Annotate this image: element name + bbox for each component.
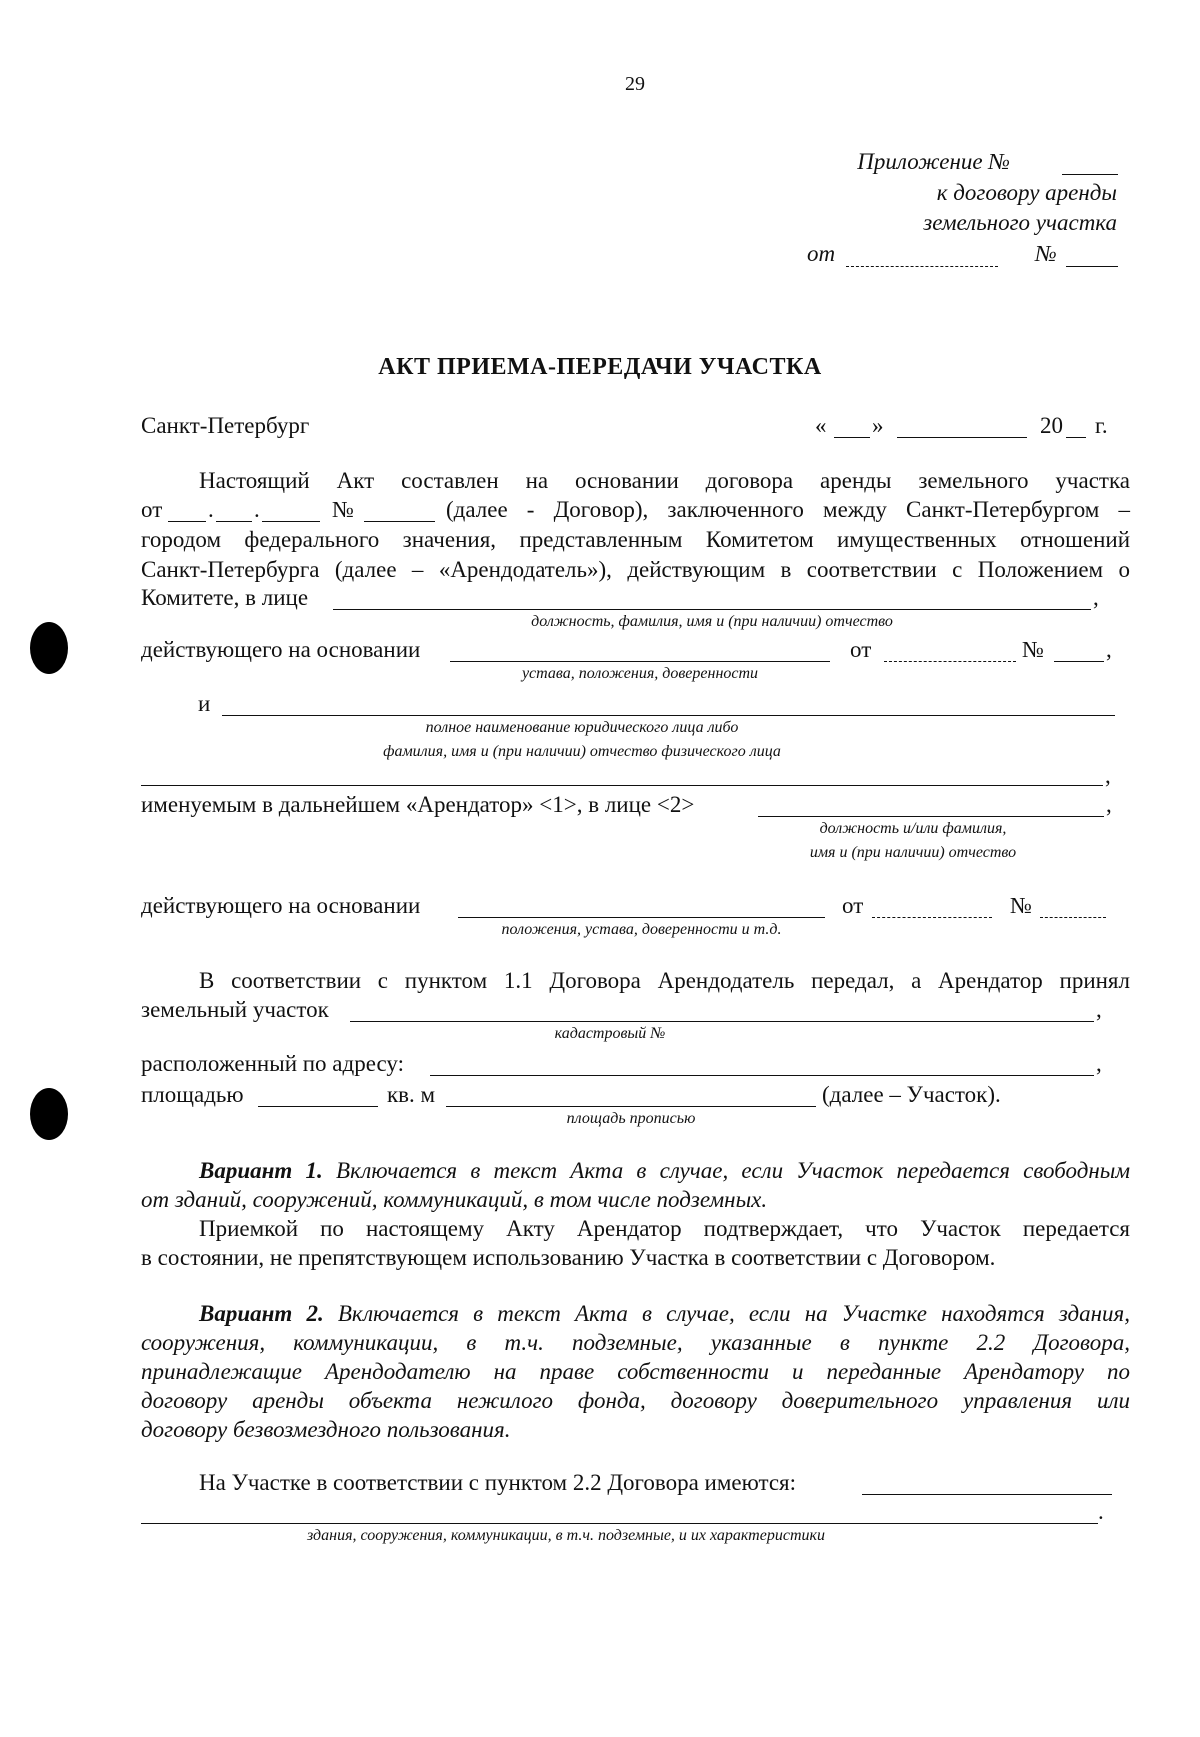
contract-day-blank	[168, 521, 206, 522]
appendix-line-1: Приложение №	[857, 149, 1010, 174]
punch-hole-bottom	[30, 1088, 68, 1140]
variant2-label: Вариант 2.	[199, 1301, 324, 1326]
variant1-line2: от зданий, сооружений, коммуникаций, в том числе подземных.	[141, 1187, 768, 1212]
cadastral-number-blank	[350, 1021, 1094, 1022]
page-number: 29	[625, 73, 645, 95]
variant1-para2: в состоянии, не препятствующем использованию Участка в соответствии с Договором.	[141, 1245, 996, 1270]
variant2-line2: сооружения, коммуникации, в т.ч. подземные, указанные в пункте 2.2 Договора,	[141, 1330, 1130, 1355]
punch-hole-top	[30, 622, 68, 674]
area-number-blank	[258, 1106, 378, 1107]
year-suffix: г.	[1095, 413, 1108, 438]
address-blank	[430, 1075, 1094, 1076]
basis-date-blank-1	[884, 661, 1016, 662]
caption-regulation: положения, устава, доверенности и т.д.	[501, 921, 782, 938]
para1-dot1: .	[208, 497, 214, 522]
comma-4: ,	[1096, 997, 1102, 1022]
variant2-line1: Вариант 2. Включается в текст Акта в случае, если на Участке находятся здания,	[199, 1301, 1130, 1326]
para2-line2: земельный участок	[141, 997, 329, 1022]
appendix-number-blank	[1062, 174, 1118, 175]
para1-line2-rest: (далее - Договор), заключенного между Санкт-Петербургом –	[446, 497, 1130, 522]
number-label-2: №	[1010, 893, 1032, 918]
para1-dot2: .	[254, 497, 260, 522]
caption-charter: устава, положения, доверенности	[521, 665, 759, 682]
representative-blank	[333, 609, 1091, 610]
contract-number-blank	[364, 521, 435, 522]
tenant-name-blank	[222, 715, 1115, 716]
date-month-blank	[897, 437, 1027, 438]
variant1-line1: Вариант 1. Включается в текст Акта в случае, если Участок передается свободным	[199, 1158, 1131, 1183]
appendix-number-blank-2	[1066, 266, 1118, 267]
caption-legal-name-1: полное наименование юридического лица либо	[425, 719, 739, 736]
para1-line5-comma: ,	[1093, 585, 1099, 610]
kvm-label: кв. м	[387, 1082, 436, 1107]
final-line: На Участке в соответствии с пунктом 2.2 Договора имеются:	[199, 1470, 797, 1495]
comma-5: ,	[1096, 1051, 1102, 1076]
from-label-2: от	[842, 893, 864, 918]
contract-year-blank	[262, 521, 320, 522]
appendix-line-3: земельного участка	[923, 210, 1117, 235]
document-title: АКТ ПРИЕМА-ПЕРЕДАЧИ УЧАСТКА	[378, 354, 822, 380]
caption-tenant-position-1: должность и/или фамилия,	[819, 820, 1007, 837]
contract-month-blank	[216, 521, 252, 522]
area-end: (далее – Участок).	[822, 1082, 1001, 1107]
and-label: и	[198, 691, 211, 716]
caption-area-words: площадь прописью	[566, 1110, 696, 1127]
basis-number-blank-1	[1054, 661, 1104, 662]
caption-cadastral: кадастровый №	[554, 1025, 666, 1042]
caption-position-name: должность, фамилия, имя и (при наличии) отчество	[531, 613, 893, 630]
date-open-quote: «	[815, 413, 827, 438]
appendix-line-2: к договору аренды	[936, 180, 1117, 205]
basis-date-blank-2	[872, 917, 992, 918]
tenant-name-blank-2	[141, 785, 1103, 786]
year-prefix: 20	[1040, 413, 1063, 438]
para1-line1: Настоящий Акт составлен на основании договора аренды земельного участка	[199, 468, 1130, 493]
city-label: Санкт-Петербург	[141, 413, 310, 438]
basis-number-blank-2	[1040, 917, 1106, 918]
appendix-number-label: №	[1035, 241, 1057, 266]
variant2-line4: договору аренды объекта нежилого фонда, договору доверительного управления или	[141, 1388, 1130, 1413]
area-words-blank	[446, 1106, 816, 1107]
address-label: расположенный по адресу:	[141, 1051, 404, 1076]
tenant-representative-blank	[758, 816, 1104, 817]
variant2-line3: принадлежащие Арендодателю на праве собственности и переданные Арендатору по	[141, 1359, 1130, 1384]
final-period: .	[1098, 1499, 1104, 1524]
para1-number-label: №	[332, 497, 354, 522]
comma-3: ,	[1106, 792, 1112, 817]
para1-line2-from: от	[141, 497, 163, 522]
variant2-line5: договору безвозмездного пользования.	[141, 1417, 511, 1442]
comma-1: ,	[1106, 637, 1112, 662]
para2-line1: В соответствии с пунктом 1.1 Договора Арендодатель передал, а Арендатор принял	[199, 968, 1130, 993]
date-close-quote: »	[872, 413, 884, 438]
acting-basis-label-2: действующего на основании	[141, 893, 421, 918]
basis-blank-1	[450, 661, 830, 662]
appendix-from-label: от	[807, 241, 836, 266]
para1-line3: городом федерального значения, представленным Комитетом имущественных отношений	[141, 527, 1130, 552]
comma-2: ,	[1105, 763, 1111, 788]
caption-tenant-position-2: имя и (при наличии) отчество	[809, 844, 1017, 861]
acting-basis-label-1: действующего на основании	[141, 637, 421, 662]
area-label: площадью	[141, 1082, 244, 1107]
para1-line5: Комитете, в лице	[141, 585, 309, 610]
variant1-label: Вариант 1.	[199, 1158, 323, 1183]
tenant-line: именуемым в дальнейшем «Арендатор» <1>, в лице <2>	[141, 792, 695, 817]
date-day-blank	[834, 437, 870, 438]
buildings-blank-1	[862, 1494, 1112, 1495]
appendix-date-blank	[846, 266, 998, 267]
para1-line4: Санкт-Петербурга (далее – «Арендодатель»), действующим в соответствии с Положением о	[141, 557, 1130, 582]
from-label-1: от	[850, 637, 872, 662]
number-label-1: №	[1022, 637, 1044, 662]
basis-blank-2	[458, 917, 825, 918]
variant1-para1: Приемкой по настоящему Акту Арендатор подтверждает, что Участок передается	[199, 1216, 1130, 1241]
year-blank	[1066, 437, 1086, 438]
buildings-blank-2	[141, 1523, 1098, 1524]
caption-buildings: здания, сооружения, коммуникации, в т.ч. подземные, и их характеристики	[307, 1527, 825, 1544]
caption-legal-name-2: фамилия, имя и (при наличии) отчество физического лица	[383, 743, 781, 760]
